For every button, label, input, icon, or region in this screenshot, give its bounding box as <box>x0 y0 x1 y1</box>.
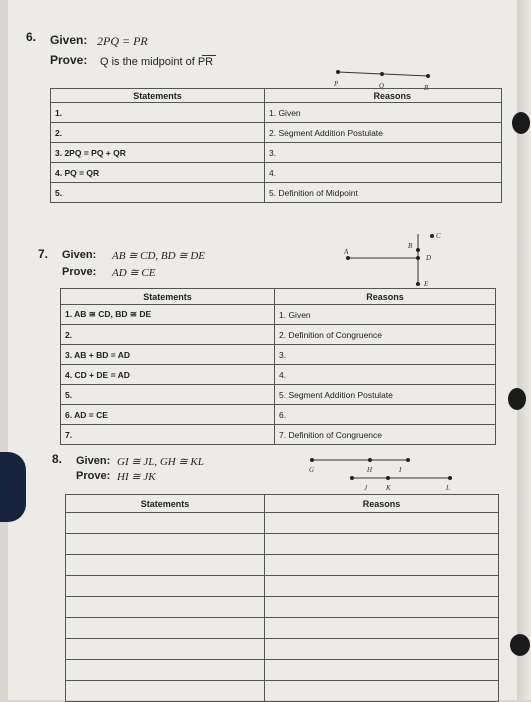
problem7-given-label: Given: <box>62 249 97 261</box>
reasons-header: Reasons <box>265 89 502 103</box>
problem7-proof-table <box>60 288 496 445</box>
statement-cell[interactable] <box>66 513 265 534</box>
statement-cell[interactable]: 6. AD = CE <box>61 405 275 425</box>
problem8-given-text: GI ≅ JL, GH ≅ KL <box>117 456 204 468</box>
statement-cell[interactable]: 1. AB ≅ CD, BD ≅ DE <box>61 305 275 325</box>
reason-cell[interactable]: 5. Definition of Midpoint <box>265 183 502 203</box>
reason-cell[interactable] <box>265 597 499 618</box>
problem8-number: 8. <box>52 452 63 466</box>
reason-cell[interactable] <box>265 534 499 555</box>
statement-cell[interactable] <box>66 618 265 639</box>
reason-cell[interactable]: 1. Given <box>265 103 502 123</box>
reason-cell[interactable]: 3. <box>265 143 502 163</box>
reason-cell[interactable]: 7. Definition of Congruence <box>275 425 496 445</box>
label-g: G <box>309 466 315 474</box>
statement-cell[interactable]: 5. <box>51 183 265 203</box>
label-b: B <box>408 242 413 250</box>
reason-cell[interactable]: 4. <box>275 365 496 385</box>
problem7-given-text: AB ≅ CD, BD ≅ DE <box>112 250 205 262</box>
reason-cell[interactable] <box>265 639 499 660</box>
finger-nail <box>0 452 26 522</box>
point-d <box>416 256 420 260</box>
problem8-given-label: Given: <box>76 455 111 467</box>
label-p: P <box>334 80 339 88</box>
statement-cell[interactable] <box>66 660 265 681</box>
reason-cell[interactable] <box>265 513 499 534</box>
statement-cell[interactable] <box>66 681 265 702</box>
statement-cell[interactable] <box>66 576 265 597</box>
label-l: L <box>446 484 450 492</box>
reason-cell[interactable]: 3. <box>275 345 496 365</box>
point-h <box>368 458 372 462</box>
point-l <box>448 476 452 480</box>
statement-cell[interactable] <box>66 534 265 555</box>
statement-cell[interactable]: 4. PQ = QR <box>51 163 265 183</box>
problem7-number: 7. <box>38 247 49 261</box>
problem8-prove-text: HI ≅ JK <box>117 471 156 483</box>
statements-header: Statements <box>51 89 265 103</box>
reasons-header: Reasons <box>275 289 496 305</box>
point-a <box>346 256 350 260</box>
binder-hole-top <box>512 112 530 134</box>
problem8-segment-diagram <box>300 452 470 496</box>
point-j <box>350 476 354 480</box>
statement-cell[interactable] <box>66 597 265 618</box>
overline-pr <box>202 55 216 56</box>
reason-cell[interactable]: 2. Segment Addition Postulate <box>265 123 502 143</box>
statement-cell[interactable]: 4. CD + DE = AD <box>61 365 275 385</box>
problem6-given-text: 2PQ = PR <box>97 34 148 48</box>
problem6-given-label: Given: <box>50 33 88 47</box>
point-g <box>310 458 314 462</box>
statement-cell[interactable]: 5. <box>61 385 275 405</box>
label-r: R <box>424 84 429 92</box>
statement-cell[interactable]: 2. <box>61 325 275 345</box>
statements-header: Statements <box>61 289 275 305</box>
point-b <box>416 248 420 252</box>
problem7-prove-text: AD ≅ CE <box>112 267 156 279</box>
point-c <box>430 234 434 238</box>
binder-hole-middle <box>508 388 526 410</box>
reason-cell[interactable] <box>265 660 499 681</box>
problem6-prove-label: Prove: <box>50 53 88 67</box>
label-j: J <box>364 484 368 492</box>
statements-header: Statements <box>66 495 265 513</box>
reason-cell[interactable]: 5. Segment Addition Postulate <box>275 385 496 405</box>
label-e: E <box>424 280 429 288</box>
label-c: C <box>436 232 441 240</box>
reason-cell[interactable]: 6. <box>275 405 496 425</box>
problem7-prove-label: Prove: <box>62 266 97 278</box>
label-h: H <box>367 466 373 474</box>
reason-cell[interactable] <box>265 555 499 576</box>
problem6-number: 6. <box>26 30 37 44</box>
problem7-segment-diagram <box>340 228 450 290</box>
problem8-proof-table <box>65 494 499 702</box>
point-p <box>336 70 340 74</box>
point-k <box>386 476 390 480</box>
statement-cell[interactable] <box>66 555 265 576</box>
point-r <box>426 74 430 78</box>
label-i: I <box>399 466 402 474</box>
label-k: K <box>386 484 391 492</box>
statement-cell[interactable] <box>66 639 265 660</box>
statement-cell[interactable]: 3. 2PQ = PQ + QR <box>51 143 265 163</box>
page-edge-shadow <box>517 0 531 700</box>
label-a: A <box>344 248 349 256</box>
reason-cell[interactable]: 1. Given <box>275 305 496 325</box>
reasons-header: Reasons <box>265 495 499 513</box>
statement-cell[interactable]: 1. <box>51 103 265 123</box>
statement-cell[interactable]: 3. AB + BD = AD <box>61 345 275 365</box>
problem6-prove-text: Q is the midpoint of PR <box>100 56 214 68</box>
statement-cell[interactable]: 2. <box>51 123 265 143</box>
problem6-proof-table <box>50 88 502 203</box>
reason-cell[interactable]: 2. Definition of Congruence <box>275 325 496 345</box>
point-e <box>416 282 420 286</box>
point-q <box>380 72 384 76</box>
point-i <box>406 458 410 462</box>
binder-hole-bottom <box>510 634 530 656</box>
reason-cell[interactable]: 4. <box>265 163 502 183</box>
statement-cell[interactable]: 7. <box>61 425 275 445</box>
label-d: D <box>426 254 432 262</box>
reason-cell[interactable] <box>265 618 499 639</box>
label-q: Q <box>379 82 385 90</box>
reason-cell[interactable] <box>265 681 499 702</box>
reason-cell[interactable] <box>265 576 499 597</box>
problem8-prove-label: Prove: <box>76 470 111 482</box>
